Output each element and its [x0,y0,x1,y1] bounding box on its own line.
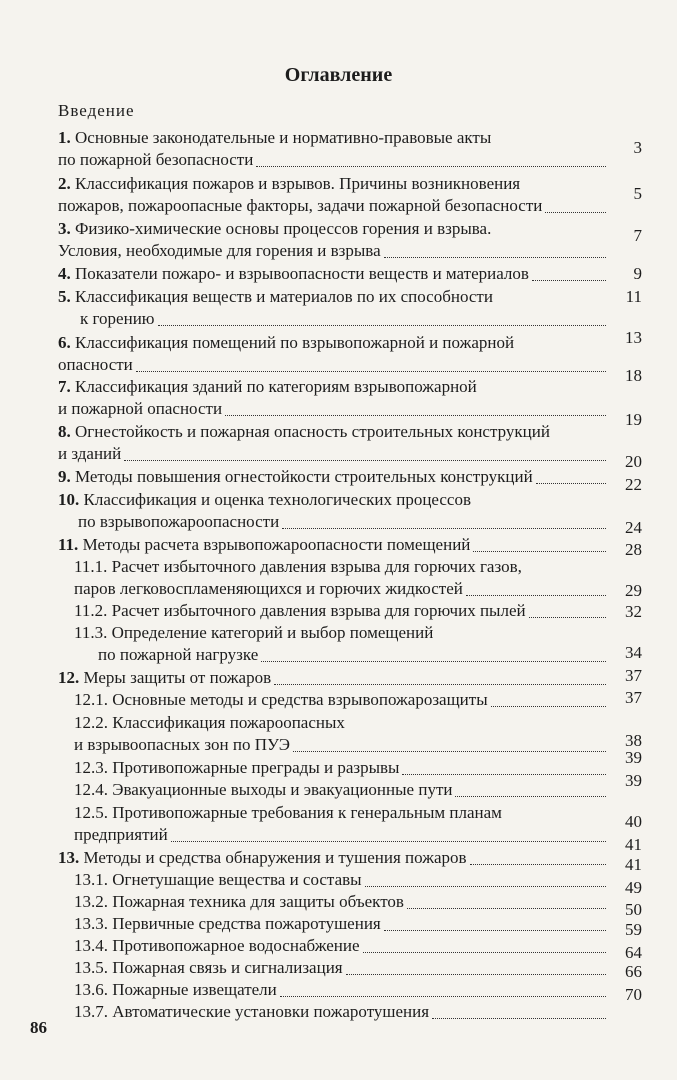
toc-entry-number: 12. [58,668,84,687]
toc-entry-text: Огнестойкость и пожарная опасность строительных конструкций [75,422,550,441]
toc-leader-dots [432,1018,606,1019]
toc-page-number: 64 [625,943,642,962]
toc-entry-line [58,422,550,442]
toc-page-number: 70 [625,985,642,1004]
toc-page-number: 22 [625,475,642,494]
toc-entry-line [58,219,491,239]
toc-page-number: 11 [625,287,642,306]
toc-entry-text: Классификация веществ и материалов по их способности [75,287,493,306]
toc-entry-number: 13. [58,848,84,867]
toc-entry-text: 13.5. Пожарная связь и сигнализация [74,958,343,977]
toc-leader-dots [491,706,606,707]
toc-entry-line [74,870,362,890]
toc-leader-dots [529,617,606,618]
toc-leader-dots [473,551,606,552]
toc-page-number: 20 [625,452,642,471]
toc-entry-line [98,645,258,665]
toc-entry-line [74,825,168,845]
toc-entry-line [58,535,470,555]
toc-leader-dots [225,415,606,416]
toc-entry-text: 12.3. Противопожарные преграды и разрывы [74,758,400,777]
toc-page-number: 37 [625,666,642,685]
toc-page-number: 13 [625,328,642,347]
toc-entry-text: и взрывоопасных зон по ПУЭ [74,735,291,754]
toc-leader-dots [282,528,606,529]
toc-entry-number: 11. [58,535,83,554]
toc-entry-number: 8. [58,422,75,441]
toc-leader-dots [365,886,606,887]
toc-entry-line [58,333,514,353]
toc-leader-dots [402,774,606,775]
toc-entry-text: 13.1. Огнетушащие вещества и составы [74,870,362,889]
toc-leader-dots [293,751,606,752]
toc-entry-line [58,196,542,216]
toc-page-number: 38 [625,731,642,750]
toc-entry-line [58,668,271,688]
toc-entry-number: 6. [58,333,75,352]
toc-entry-text: 11.1. Расчет избыточного давления взрыва для горючих газов, [74,557,522,576]
toc-entry-line [74,623,433,643]
toc-entry-line [74,958,343,978]
toc-entry-text: опасности [58,355,133,374]
toc-page-number: 7 [633,226,642,245]
toc-entry-text: Меры защиты от пожаров [83,668,272,687]
toc-entry-number: 9. [58,467,75,486]
toc-entry-line [58,241,381,261]
toc-entry-line [74,735,290,755]
toc-page-number: 3 [633,138,642,157]
toc-leader-dots [536,483,606,484]
page-title: Оглавление [284,64,393,86]
toc-entry-text: Условия, необходимые для горения и взрыва [58,241,381,260]
toc-page-number: 41 [625,855,642,874]
toc-entry-text: пожаров, пожароопасные факторы, задачи пожарной безопасности [58,196,543,215]
toc-entry-number: 2. [58,174,75,193]
toc-entry-line [58,174,520,194]
toc-entry-number: 7. [58,377,75,396]
toc-leader-dots [261,661,606,662]
toc-entry-text: 11.2. Расчет избыточного давления взрыва для горючих пылей [74,601,526,620]
toc-entry-line [74,1002,429,1022]
toc-entry-line [74,892,404,912]
toc-leader-dots [545,212,606,213]
toc-entry-number: 1. [58,128,75,147]
toc-page-number: 5 [633,184,642,203]
toc-leader-dots [158,325,607,326]
toc-page-number: 59 [625,920,642,939]
toc-entry-text: Классификация помещений по взрывопожарной и пожарной [75,333,515,352]
toc-entry-text: 13.7. Автоматические установки пожаротушения [74,1002,430,1021]
toc-entry-number: 5. [58,287,75,306]
toc-entry-text: 12.5. Противопожарные требования к генеральным планам [74,803,502,822]
toc-leader-dots [407,908,606,909]
toc-entry-line [74,980,277,1000]
toc-page-number: 34 [625,643,642,662]
toc-leader-dots [171,841,606,842]
toc-entry-text: 12.1. Основные методы и средства взрывопожарозащиты [74,690,488,709]
toc-entry-line [74,936,360,956]
toc-entry-text: Методы и средства обнаружения и тушения пожаров [83,848,467,867]
toc-leader-dots [363,952,606,953]
toc-entry-text: 13.2. Пожарная техника для защиты объектов [74,892,404,911]
toc-entry-line [58,264,529,284]
toc-entry-text: 12.4. Эвакуационные выходы и эвакуационные пути [74,780,453,799]
toc-entry-line [74,780,452,800]
toc-entry-text: и зданий [58,444,122,463]
toc-intro: Введение [58,101,135,120]
toc-entry-line [58,150,253,170]
toc-entry-text: Физико-химические основы процессов горения и взрыва. [75,219,492,238]
toc-entry-text: паров легковоспламеняющихся и горючих жидкостей [74,579,463,598]
toc-entry-text: Классификация зданий по категориям взрывопожарной [75,377,477,396]
toc-entry-text: Классификация и оценка технологических процессов [83,490,471,509]
toc-entry-text: Основные законодательные и нормативно-правовые акты [75,128,492,147]
toc-page-number: 41 [625,835,642,854]
toc-entry-number: 3. [58,219,75,238]
toc-entry-text: 13.6. Пожарные извещатели [74,980,277,999]
toc-entry-text: Методы расчета взрывопожароопасности помещений [82,535,471,554]
toc-page-number: 66 [625,962,642,981]
toc-leader-dots [256,166,606,167]
toc-page-number: 37 [625,688,642,707]
toc-page-number: 29 [625,581,642,600]
toc-leader-dots [384,930,606,931]
toc-entry-text: предприятий [74,825,168,844]
toc-entry-text: по взрывопожароопасности [78,512,280,531]
toc-entry-line [74,914,381,934]
toc-page-number: 24 [625,518,642,537]
toc-page-number: 49 [625,878,642,897]
toc-entry-text: по пожарной нагрузке [98,645,259,664]
toc-entry-text: Методы повышения огнестойкости строительных конструкций [75,467,533,486]
toc-entry-line [74,713,345,733]
toc-entry-line [74,579,463,599]
toc-page-number: 50 [625,900,642,919]
toc-entry-text: Показатели пожаро- и взрывоопасности веществ и материалов [75,264,529,283]
toc-entry-line [58,355,133,375]
toc-leader-dots [532,280,606,281]
toc-page-number: 9 [633,264,642,283]
toc-entry-line [58,399,222,419]
toc-page-number: 39 [625,748,642,767]
toc-entry-line [74,601,526,621]
toc-entry-text: 12.2. Классификация пожароопасных [74,713,345,732]
toc-page-number: 28 [625,540,642,559]
toc-entry-line [74,690,488,710]
toc-entry-number: 10. [58,490,84,509]
toc-page-number: 32 [625,602,642,621]
toc-leader-dots [274,684,606,685]
toc-entry-line [58,287,493,307]
toc-entry-line [74,557,522,577]
toc-leader-dots [466,595,606,596]
toc-leader-dots [280,996,606,997]
toc-page-number: 18 [625,366,642,385]
toc-entry-line [58,377,477,397]
toc-entry-line [80,309,155,329]
toc-entry-line [58,128,491,148]
toc-entry-text: Классификация пожаров и взрывов. Причины возникновения [75,174,521,193]
toc-entry-line [58,444,121,464]
toc-entry-line [74,803,502,823]
toc-leader-dots [470,864,606,865]
toc-entry-line [58,848,467,868]
toc-entry-text: 11.3. Определение категорий и выбор помещений [74,623,434,642]
toc-leader-dots [346,974,606,975]
toc-page-number: 40 [625,812,642,831]
toc-leader-dots [455,796,606,797]
page-number: 86 [30,1018,47,1037]
toc-leader-dots [384,257,606,258]
toc-leader-dots [124,460,606,461]
toc-entry-text: и пожарной опасности [58,399,223,418]
toc-leader-dots [136,371,606,372]
toc-entry-text: 13.4. Противопожарное водоснабжение [74,936,360,955]
toc-page-number: 19 [625,410,642,429]
toc-entry-text: по пожарной безопасности [58,150,254,169]
toc-entry-line [58,490,471,510]
toc-entry-text: 13.3. Первичные средства пожаротушения [74,914,381,933]
toc-entry-line [74,758,399,778]
toc-entry-text: к горению [80,309,155,328]
toc-entry-line [58,467,533,487]
toc-page-number: 39 [625,771,642,790]
toc-entry-number: 4. [58,264,75,283]
toc-entry-line [78,512,279,532]
